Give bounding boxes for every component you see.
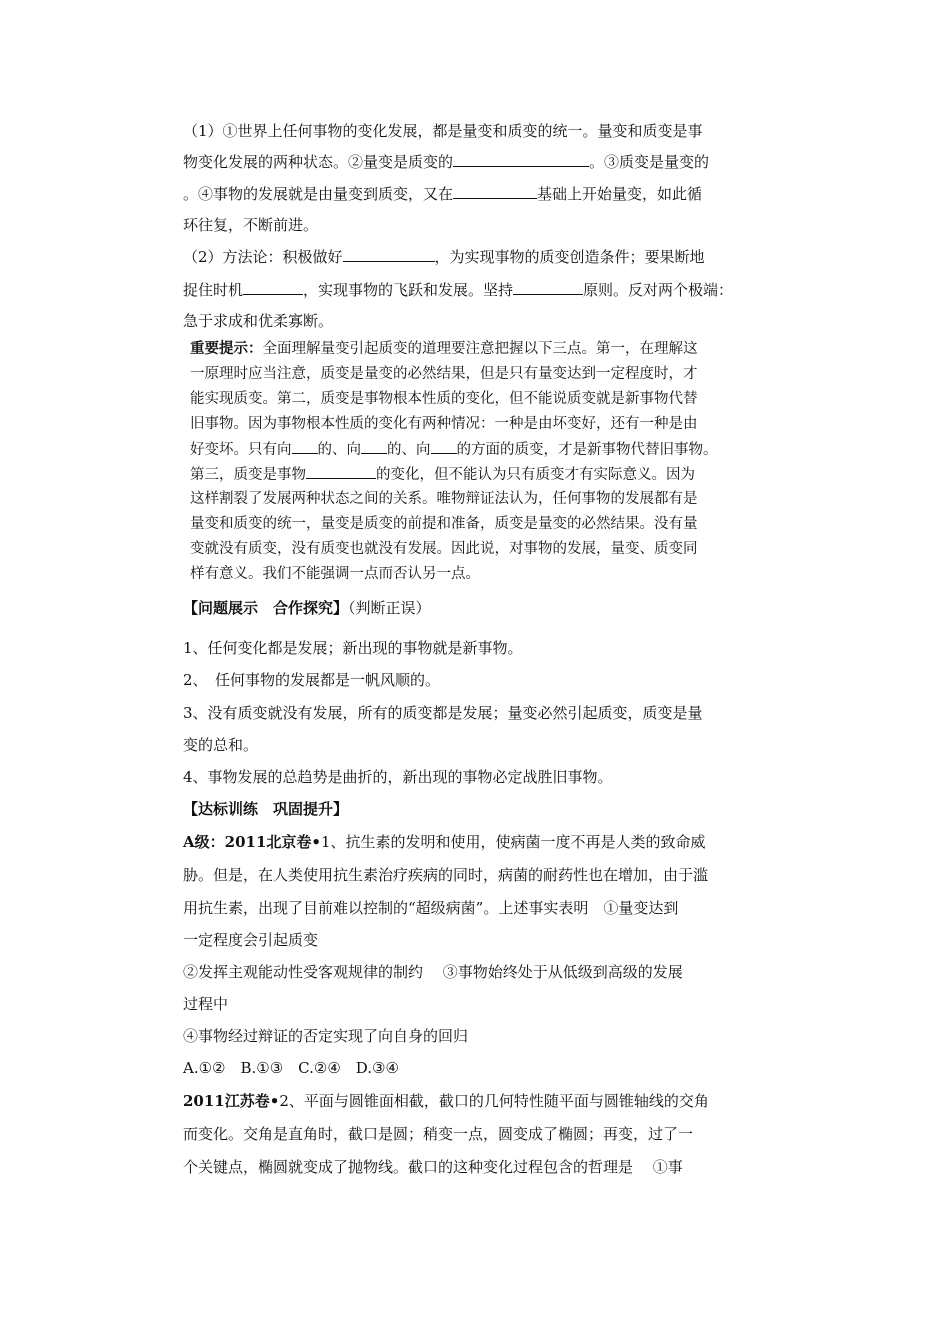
fill-blank[interactable]: [343, 247, 435, 262]
q2-label: 2011江苏卷•: [183, 1092, 280, 1110]
q1-line-1: [183, 832, 783, 852]
q1-line-7: ④事物经过辩证的否定实现了向自身的回归: [183, 1027, 469, 1045]
q2-line-2: 而变化。交角是直角时，截口是圆；稍变一点，圆变成了椭圆；再变，过了一: [183, 1125, 694, 1143]
hint-line-7: 这样割裂了发展两种状态之间的关系。唯物辩证法认为，任何事物的发展都有是: [190, 491, 698, 507]
problem-item-1: 1、任何变化都是发展；新出现的事物就是新事物。: [183, 639, 523, 657]
q2-line-1: [183, 1091, 783, 1111]
p2-text: 捉住时机: [183, 281, 244, 299]
p1-line-1: （1）①世界上任何事物的变化发展，都是量变和质变的统一。量变和质变是事: [183, 122, 703, 140]
p2-text: ，为实现事物的质变创造条件；要果断地: [434, 248, 705, 266]
q1-text: 1、抗生素的发明和使用，使病菌一度不再是人类的致命威: [320, 833, 706, 851]
problem-item-3-cont: 变的总和。: [183, 736, 259, 754]
hint-line-1: [190, 339, 750, 359]
q1-line-3: 用抗生素，出现了目前难以控制的“超级病菌”。上述事实表明 ①量变达到: [183, 899, 679, 917]
hint-text: 的方面的质变，才是新事物代替旧事物。: [456, 442, 718, 458]
p1-text: 。③质变是量变的: [589, 153, 710, 171]
fill-blank[interactable]: [513, 280, 583, 295]
hint-text: 的变化，但不能认为只有质变才有实际意义。因为: [376, 467, 695, 483]
p1-text: 物变化发展的两种状态。②量变是质变的: [183, 153, 454, 171]
p2-text: 原则。反对两个极端：: [583, 281, 734, 299]
q2-text: 2、平面与圆锥面相截，截口的几何特性随平面与圆锥轴线的交角: [279, 1092, 709, 1110]
q1-line-6: 过程中: [183, 995, 229, 1013]
q1-line-5: ②发挥主观能动性受客观规律的制约 ③事物始终处于从低级到高级的发展: [183, 963, 683, 981]
fill-blank[interactable]: [431, 439, 457, 454]
fill-blank[interactable]: [361, 439, 387, 454]
p2-line-2: [183, 280, 783, 300]
q1-line-4: 一定程度会引起质变: [183, 931, 319, 949]
p2-text: ，实现事物的飞跃和发展。坚持: [303, 281, 514, 299]
p1-line-3: [183, 184, 783, 204]
hint-line-9: 变就没有质变，没有质变也就没有发展。因此说，对事物的发展，量变、质变同: [190, 541, 698, 557]
fill-blank[interactable]: [292, 439, 318, 454]
section-heading: 【问题展示 合作探究】: [183, 599, 349, 617]
p2-text: （2）方法论：积极做好: [183, 248, 343, 266]
fill-blank[interactable]: [243, 280, 303, 295]
fill-blank[interactable]: [453, 184, 537, 199]
p1-line-2: [183, 152, 783, 172]
hint-text: 好变坏。只有向: [190, 442, 292, 458]
hint-line-6: [190, 464, 750, 485]
hint-line-4: 旧事物。因为事物根本性质的变化有两种情况：一种是由坏变好，还有一种是由: [190, 416, 698, 432]
problem-item-4: 4、事物发展的总趋势是曲折的，新出现的事物必定战胜旧事物。: [183, 768, 613, 786]
problem-item-3: 3、没有质变就没有发展，所有的质变都是发展；量变必然引起质变，质变是量: [183, 704, 703, 722]
fill-blank[interactable]: [453, 152, 589, 167]
p1-text: 。④事物的发展就是由量变到质变，又在: [183, 185, 454, 203]
p1-line-4: 环往复，不断前进。: [183, 216, 319, 234]
problem-item-2: 2、 任何事物的发展都是一帆风顺的。: [183, 671, 441, 689]
problems-heading-line: [183, 598, 783, 618]
q1-line-2: 胁。但是，在人类使用抗生素治疗疾病的同时，病菌的耐药性也在增加，由于滥: [183, 866, 709, 884]
hint-line-3: 能实现质变。第二，质变是事物根本性质的变化，但不能说质变就是新事物代替: [190, 391, 698, 407]
hint-text: 的、向: [317, 442, 361, 458]
hint-text: 第三，质变是事物: [190, 467, 306, 483]
hint-line-8: 量变和质变的统一，量变是质变的前提和准备，质变是量变的必然结果。没有量: [190, 516, 698, 532]
p1-text: 基础上开始量变，如此循: [537, 185, 703, 203]
q1-label: A级：2011北京卷•: [183, 833, 321, 851]
hint-label: 重要提示：: [190, 341, 263, 357]
hint-line-10: 样有意义。我们不能强调一点而否认另一点。: [190, 566, 480, 582]
hint-line-2: 一原理时应当注意，质变是量变的必然结果，但是只有量变达到一定程度时，才: [190, 366, 698, 382]
training-heading: 【达标训练 巩固提升】: [183, 800, 349, 818]
q1-options: A.①② B.①③ C.②④ D.③④: [183, 1059, 399, 1077]
fill-blank[interactable]: [306, 464, 376, 479]
hint-text: 全面理解量变引起质变的道理要注意把握以下三点。第一，在理解这: [262, 341, 698, 357]
p2-line-1: [183, 247, 783, 267]
p2-line-3: 急于求成和优柔寡断。: [183, 312, 334, 330]
hint-text: 的、向: [387, 442, 431, 458]
hint-line-5: [190, 439, 750, 460]
q2-line-3: 个关键点，椭圆就变成了抛物线。截口的这种变化过程包含的哲理是 ①事: [183, 1158, 683, 1176]
section-note: （判断正误）: [348, 599, 431, 617]
